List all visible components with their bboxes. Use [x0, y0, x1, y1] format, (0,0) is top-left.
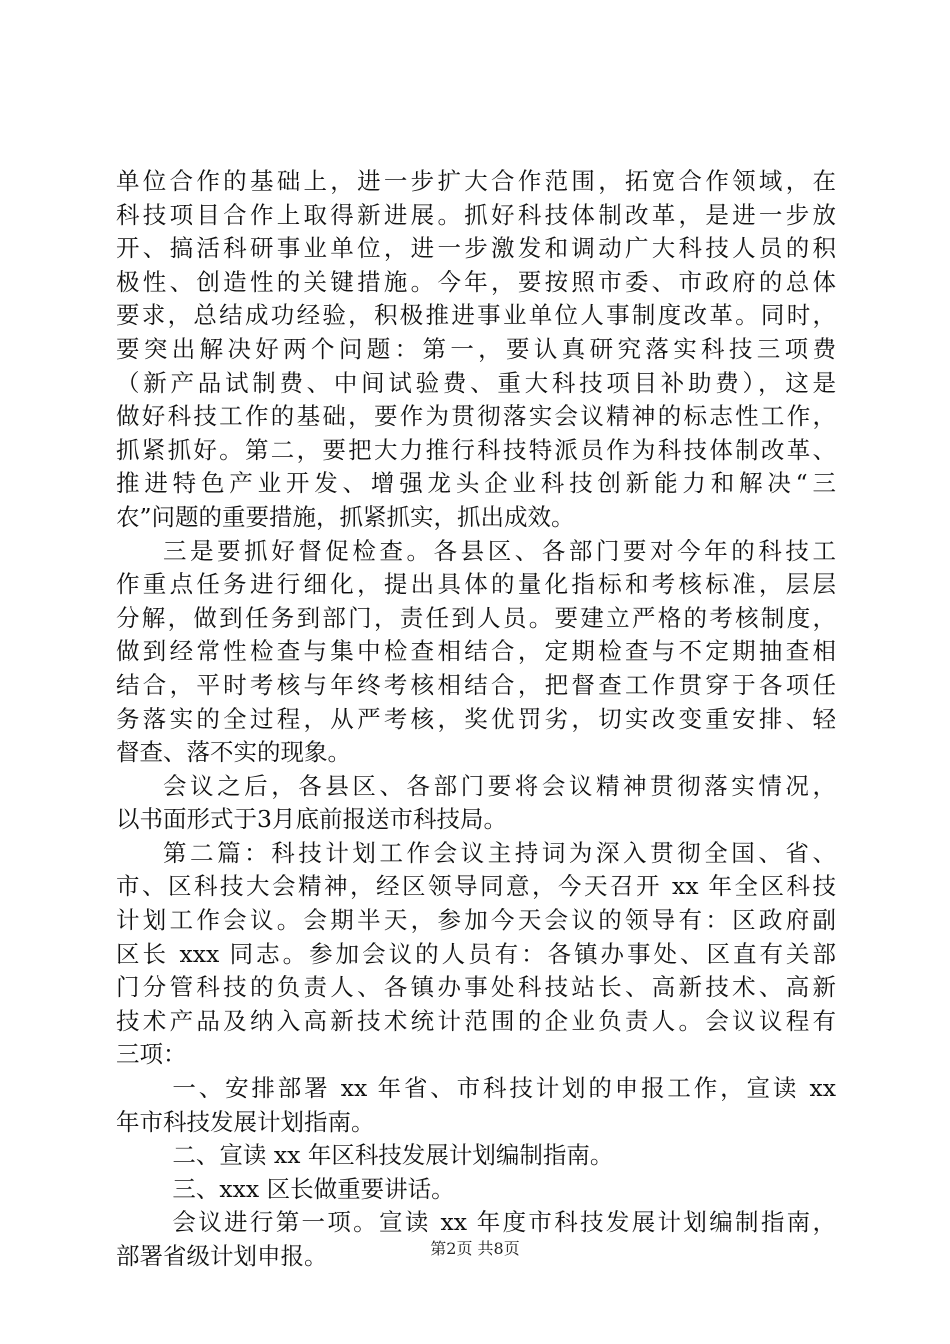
text-line: 务落实的全过程，从严考核，奖优罚劣，切实改变重安排、轻 [116, 704, 836, 733]
text-line: 开、搞活科研事业单位，进一步激发和调动广大科技人员的积 [116, 234, 836, 263]
text-line: 农”问题的重要措施，抓紧抓实，抓出成效。 [116, 502, 575, 531]
text-line: 要求，总结成功经验，积极推进事业单位人事制度改革。同时， [116, 301, 836, 330]
text-line: 技术产品及纳入高新技术统计范围的企业负责人。会议议程有 [116, 1006, 836, 1035]
text-line: 结合，平时考核与年终考核相结合，把督查工作贯穿于各项任 [116, 670, 836, 699]
text-line: 市、区科技大会精神，经区领导同意，今天召开 xx 年全区科技 [116, 872, 836, 901]
text-line: 抓紧抓好。第二，要把大力推行科技特派员作为科技体制改革、 [116, 435, 836, 464]
text-line: 一、安排部署 xx 年省、市科技计划的申报工作，宣读 xx [172, 1074, 836, 1103]
text-line: 做到经常性检查与集中检查相结合，定期检查与不定期抽查相 [116, 637, 836, 666]
text-line: 三项： [116, 1040, 187, 1069]
page-footer: 第2页 共8页 [430, 1239, 520, 1258]
text-line: 督查、落不实的现象。 [116, 738, 351, 767]
text-line: 门分管科技的负责人、各镇办事处科技站长、高新技术、高新 [116, 973, 836, 1002]
text-line: 三是要抓好督促检查。各县区、各部门要对今年的科技工 [163, 536, 836, 565]
text-line: 区长 xxx 同志。参加会议的人员有：各镇办事处、区直有关部 [116, 939, 836, 968]
text-line: （新产品试制费、中间试验费、重大科技项目补助费），这是 [116, 368, 836, 397]
text-line: 会议进行第一项。宣读 xx 年度市科技发展计划编制指南， [172, 1208, 836, 1237]
text-line: 做好科技工作的基础，要作为贯彻落实会议精神的标志性工作， [116, 402, 836, 431]
text-line: 分解，做到任务到部门，责任到人员。要建立严格的考核制度， [116, 603, 836, 632]
text-line: 科技项目合作上取得新进展。抓好科技体制改革，是进一步放 [116, 200, 836, 229]
text-line: 计划工作会议。会期半天，参加今天会议的领导有：区政府副 [116, 906, 836, 935]
text-line: 极性、创造性的关键措施。今年，要按照市委、市政府的总体 [116, 267, 836, 296]
text-line: 作重点任务进行细化，提出具体的量化指标和考核标准，层层 [116, 570, 836, 599]
text-line: 以书面形式于3月底前报送市科技局。 [116, 805, 507, 834]
text-line: 二、宣读 xx 年区科技发展计划编制指南。 [172, 1141, 614, 1170]
text-line: 年市科技发展计划指南。 [116, 1107, 375, 1136]
text-line: 要突出解决好两个问题：第一，要认真研究落实科技三项费 [116, 334, 836, 363]
text-line: 第二篇：科技计划工作会议主持词为深入贯彻全国、省、 [163, 838, 836, 867]
text-line: 推进特色产业开发、增强龙头企业科技创新能力和解决“三 [116, 469, 836, 498]
text-line: 部署省级计划申报。 [116, 1242, 328, 1270]
body-text [116, 165, 836, 1274]
text-line: 三、xxx 区长做重要讲话。 [172, 1174, 455, 1203]
text-line: 会议之后，各县区、各部门要将会议精神贯彻落实情况， [163, 771, 836, 800]
text-line: 单位合作的基础上，进一步扩大合作范围，拓宽合作领域，在 [116, 167, 836, 195]
